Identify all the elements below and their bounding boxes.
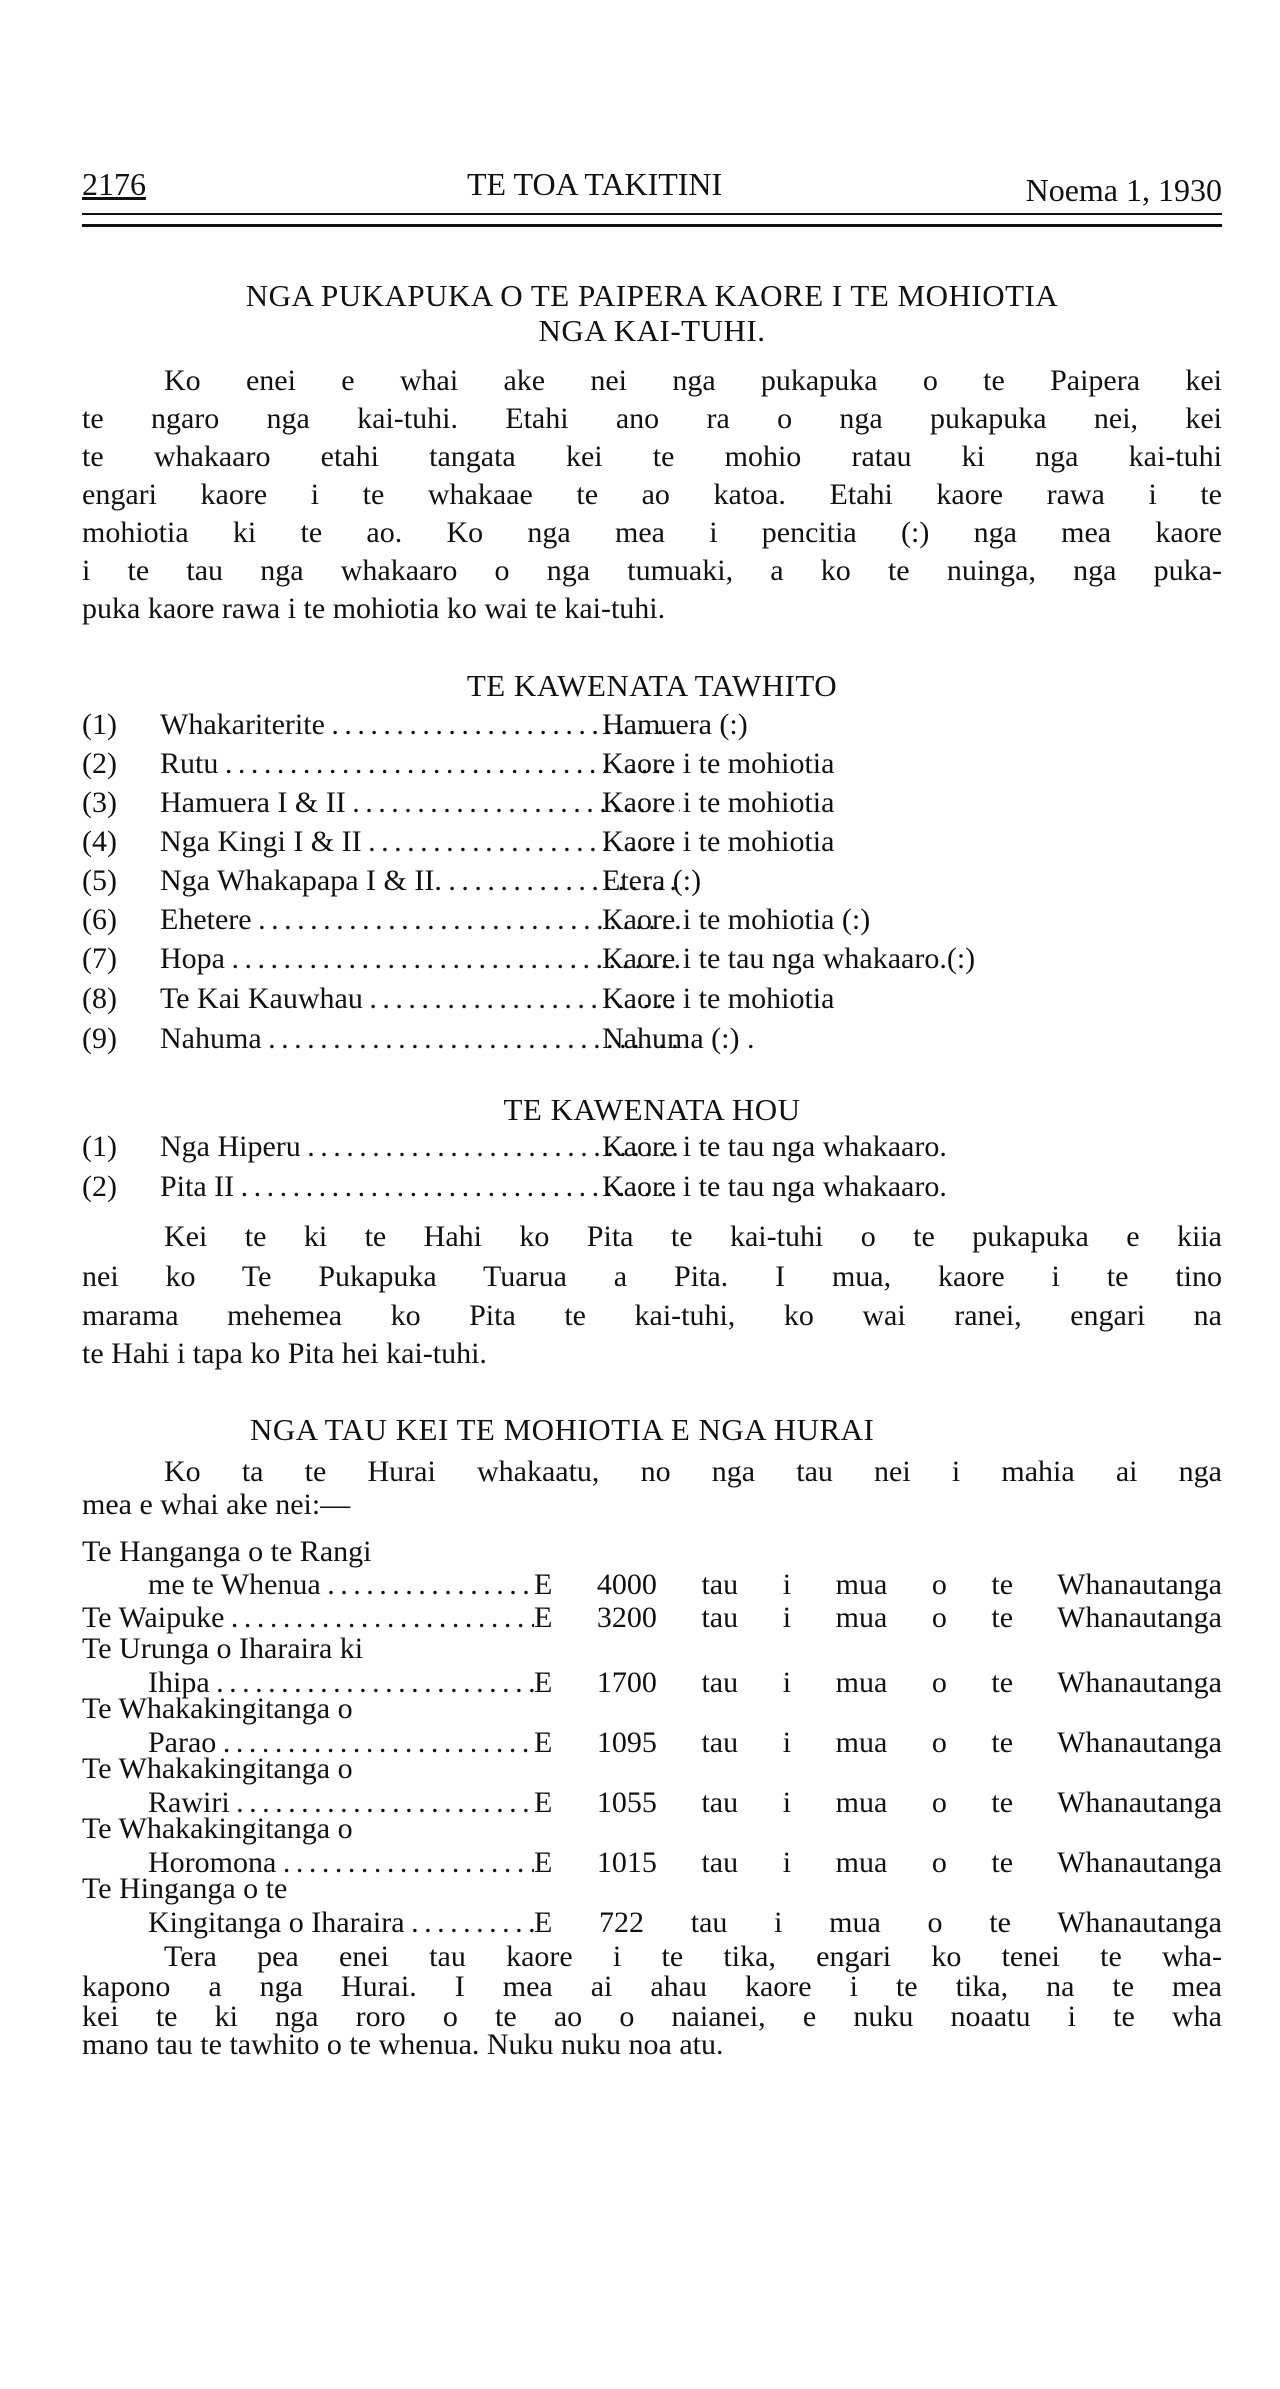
event-first-line: Te Whakakingitanga o [82, 1752, 353, 1785]
book-name: Pita II . . . [160, 1170, 680, 1204]
page-number: 2176 [82, 166, 146, 202]
dates-heading: NGA TAU KEI TE MOHIOTIA E NGA HURAI [250, 1412, 875, 1447]
book-number: (2) [82, 1170, 117, 1203]
book-row [82, 982, 1222, 1018]
book-author: Kaore i te tau nga whakaaro.(:) [602, 942, 976, 975]
event-row [82, 1906, 1222, 1942]
event-date: E 4000 tau i mua o te Whanautanga [534, 1568, 1222, 1601]
event-date: E 722 tau i mua o te Whanautanga [534, 1906, 1222, 1939]
text-line: mea e whai ake nei:— [82, 1488, 351, 1521]
book-row [82, 903, 1222, 939]
text-line: te whakaaro etahi tangata kei te mohio ratau ki nga kai-tuhi [82, 440, 1222, 473]
book-number: (7) [82, 942, 117, 975]
book-number: (3) [82, 786, 117, 819]
book-number: (1) [82, 708, 117, 741]
event-row [82, 1568, 1222, 1604]
book-name: Ehetere . . . [160, 903, 680, 937]
book-number: (1) [82, 1130, 117, 1163]
book-author: Kaore i te mohiotia [602, 825, 835, 858]
event-date: E 1015 tau i mua o te Whanautanga [534, 1846, 1222, 1879]
text-line: engari kaore i te whakaae te ao katoa. Etahi kaore rawa i te [82, 478, 1222, 511]
book-author: Kaore i te mohiotia [602, 747, 835, 780]
book-name: Nga Kingi I & II . . . [160, 825, 680, 859]
book-author: Kaore i te tau nga whakaaro. [602, 1170, 947, 1203]
book-name: Nahuma . . . [160, 1022, 680, 1056]
book-number: (9) [82, 1022, 117, 1055]
publication-title: TE TOA TAKITINI [467, 166, 723, 202]
text-line: Kei te ki te Hahi ko Pita te kai-tuhi o te pukapuka e kiia [164, 1220, 1222, 1253]
event-label: Horomona . . . [148, 1846, 534, 1880]
text-line: puka kaore rawa i te mohiotia ko wai te kai-tuhi. [82, 592, 666, 625]
book-row [82, 1022, 1222, 1058]
article-title-line-1: NGA PUKAPUKA O TE PAIPERA KAORE I TE MOHIOTIA [245, 278, 1059, 313]
book-number: (4) [82, 825, 117, 858]
book-author: Kaore i te mohiotia [602, 982, 835, 1015]
text-line: te Hahi i tapa ko Pita hei kai-tuhi. [82, 1337, 487, 1370]
new-testament-heading: TE KAWENATA HOU [503, 1092, 801, 1127]
book-row [82, 1130, 1222, 1166]
book-author: Kaore i te mohiotia [602, 786, 835, 819]
event-first-line: Te Whakakingitanga o [82, 1692, 353, 1725]
issue-date: Noema 1, 1930 [1025, 172, 1222, 208]
text-line: kei te ki nga roro o te ao o naianei, e nuku noaatu i te wha [82, 2000, 1222, 2033]
event-date: E 3200 tau i mua o te Whanautanga [534, 1601, 1222, 1634]
book-name: Nga Hiperu . . . [160, 1130, 680, 1164]
text-line: i te tau nga whakaaro o nga tumuaki, a ko te nuinga, nga puka- [82, 554, 1222, 587]
book-row [82, 747, 1222, 783]
book-number: (8) [82, 982, 117, 1015]
book-row [82, 786, 1222, 822]
event-date: E 1700 tau i mua o te Whanautanga [534, 1666, 1222, 1699]
text-line: nei ko Te Pukapuka Tuarua a Pita. I mua, kaore i te tino [82, 1260, 1222, 1293]
book-name: Te Kai Kauwhau . . . [160, 982, 680, 1016]
event-label: Parao . . . [148, 1726, 534, 1760]
book-row [82, 825, 1222, 861]
event-first-line: Te Hinganga o te [82, 1872, 288, 1905]
event-label: Kingitanga o Iharaira . . . [148, 1906, 534, 1940]
book-row [82, 1170, 1222, 1206]
book-author: Kaore i te tau nga whakaaro. [602, 1130, 947, 1163]
book-name: Nga Whakapapa I & II. . . . [160, 864, 680, 898]
text-line: marama mehemea ko Pita te kai-tuhi, ko wai ranei, engari na [82, 1299, 1222, 1332]
book-author: Nahuma (:) . [602, 1022, 755, 1055]
event-label: Te Waipuke . . . [82, 1601, 534, 1635]
book-row [82, 864, 1222, 900]
book-name: Hamuera I & II . . . [160, 786, 680, 820]
text-line: mohiotia ki te ao. Ko nga mea i pencitia (:) nga mea kaore [82, 516, 1222, 549]
header-rule-bottom [82, 224, 1222, 227]
event-date: E 1095 tau i mua o te Whanautanga [534, 1726, 1222, 1759]
event-date: E 1055 tau i mua o te Whanautanga [534, 1786, 1222, 1819]
event-label: Ihipa . . . [148, 1666, 534, 1700]
book-row [82, 942, 1222, 978]
book-author: Etera (:) [602, 864, 702, 897]
event-first-line: Te Whakakingitanga o [82, 1812, 353, 1845]
event-first-line: Te Hanganga o te Rangi [82, 1535, 372, 1568]
text-line: kapono a nga Hurai. I mea ai ahau kaore i te tika, na te mea [82, 1970, 1222, 2003]
text-line: Tera pea enei tau kaore i te tika, engari ko tenei te wha- [164, 1940, 1222, 1973]
book-name: Hopa . . . [160, 942, 680, 976]
event-first-line: Te Urunga o Iharaira ki [82, 1632, 364, 1665]
book-number: (5) [82, 864, 117, 897]
text-line: te ngaro nga kai-tuhi. Etahi ano ra o nga pukapuka nei, kei [82, 402, 1222, 435]
book-row [82, 708, 1222, 744]
event-label: me te Whenua . . . [148, 1568, 534, 1602]
text-line: Ko ta te Hurai whakaatu, no nga tau nei i mahia ai nga [164, 1455, 1222, 1488]
book-number: (6) [82, 903, 117, 936]
text-line: mano tau te tawhito o te whenua. Nuku nuku noa atu. [82, 2028, 724, 2061]
book-author: Hamuera (:) [602, 708, 748, 741]
book-name: Rutu . . . [160, 747, 680, 781]
header-rule-top [82, 213, 1222, 215]
old-testament-heading: TE KAWENATA TAWHITO [466, 668, 838, 703]
book-author: Kaore i te mohiotia (:) [602, 903, 871, 936]
book-number: (2) [82, 747, 117, 780]
text-line: Ko enei e whai ake nei nga pukapuka o te Paipera kei [164, 364, 1222, 397]
article-title-line-2: NGA KAI-TUHI. [538, 313, 766, 348]
event-label: Rawiri . . . [148, 1786, 534, 1820]
book-name: Whakariterite . . . [160, 708, 680, 742]
